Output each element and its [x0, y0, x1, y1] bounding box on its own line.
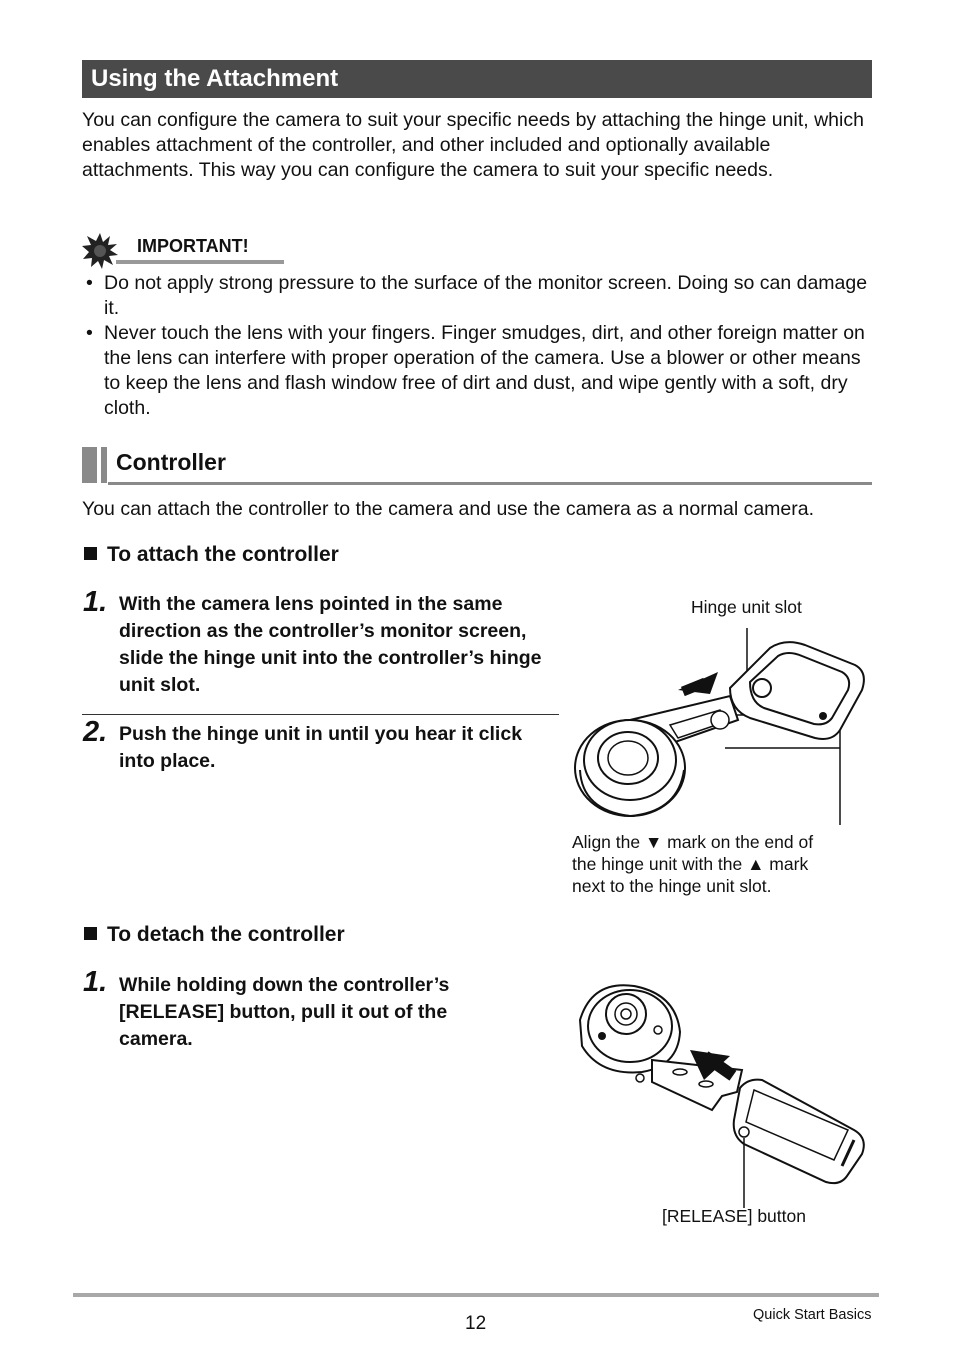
- step-text: With the camera lens pointed in the same direction as the controller’s monitor screen, slide the hinge unit into the controller’s hinge unit slot.: [119, 593, 542, 696]
- caption-line: next to the hinge unit slot.: [572, 876, 772, 896]
- step-text: Push the hinge unit in until you hear it click into place.: [119, 723, 523, 772]
- important-label: IMPORTANT!: [137, 236, 249, 256]
- page-number: 12: [465, 1313, 487, 1334]
- step-number: 2.: [83, 716, 108, 748]
- step-number: 1.: [83, 586, 108, 618]
- caption-line: the hinge unit with the ▲ mark: [572, 854, 809, 874]
- square-bullet-icon: [84, 547, 97, 560]
- controller-intro: You can attach the controller to the camera and use the camera as a normal camera.: [82, 498, 815, 520]
- figure-caption: [572, 831, 813, 897]
- step-number: 1.: [83, 966, 108, 998]
- step-text: While holding down the controller’s [RELEASE] button, pull it out of the camera.: [119, 974, 450, 1050]
- footer-section-label: Quick Start Basics: [753, 1307, 872, 1323]
- starburst-icon: [82, 233, 118, 269]
- step-divider: [82, 714, 559, 715]
- hinge-slot-label: Hinge unit slot: [691, 597, 802, 617]
- footer-rule: [73, 1293, 879, 1297]
- section-intro: You can configure the camera to suit your specific needs by attaching the hinge unit, which enables attachment of the controller, and other included and optionally available attachments. This way you can configure the camera to suit your specific needs.: [82, 109, 864, 181]
- detach-heading: To detach the controller: [84, 923, 345, 947]
- important-list: [82, 271, 874, 421]
- important-underline: [116, 260, 284, 264]
- caption-line: Align the ▼ mark on the end of: [572, 832, 814, 852]
- section-title: Using the Attachment: [82, 60, 872, 98]
- list-item: • Never touch the lens with your fingers. Finger smudges, dirt, and other foreign matter on the lens can interfere with proper operation of the camera. Use a blower or other means to keep the lens and flash window free of dirt and dust, and wipe gently with a soft, dry cloth.: [82, 321, 874, 421]
- attach-illustration: [570, 620, 870, 830]
- list-item: • Do not apply strong pressure to the surface of the monitor screen. Doing so can damage it.: [82, 271, 874, 321]
- release-button-label: [RELEASE] button: [662, 1206, 806, 1226]
- subsection-title: Controller: [116, 449, 226, 475]
- detach-illustration: [572, 980, 872, 1190]
- square-bullet-icon: [84, 927, 97, 940]
- subsection-underline: [108, 482, 872, 485]
- attach-heading: To attach the controller: [84, 543, 339, 567]
